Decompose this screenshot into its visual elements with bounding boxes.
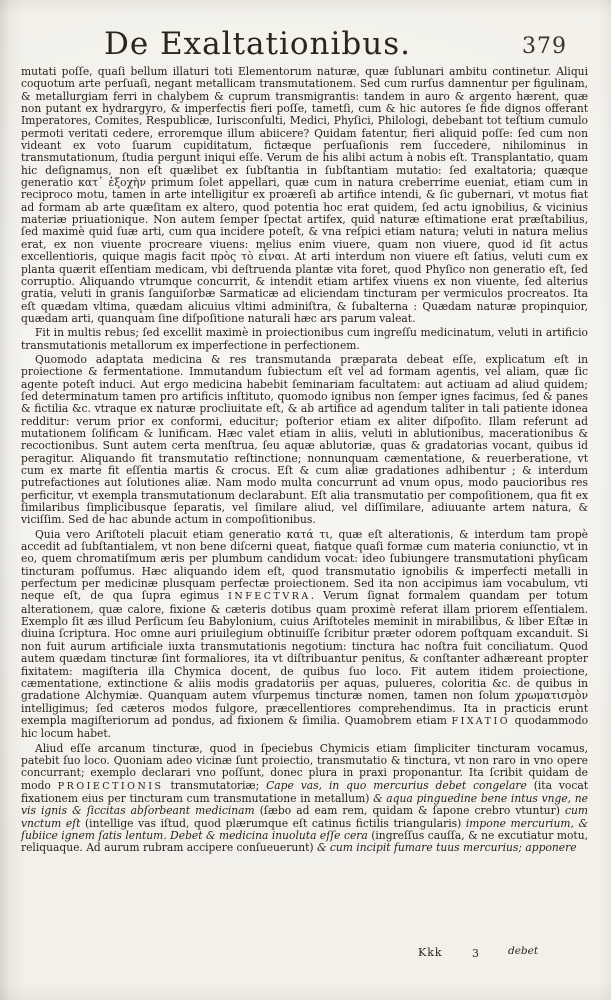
body-text: Quomodo adaptata medicina & res transmutanda præparata debeat eſſe, explicatum eſt in proiectione & fermentatione. Immutandum ſubiectum eſt vel ad formam agentis, vel aliam, quæ ſic agente poteſt induci. Aut ergo medicina habebit ſeminariam facultatem: aut actiuam ad aliud quidem; ſed determinatum tamen pro artificis inſtituto, quomodo ignibus non ſemper ignes facimus, ſed & panes & fictilia &c. vtraque ex naturæ procliuitate eſt, & ab artifice ad agendum taliter in tali patiente idonea redditur: verum prior ex conformi, educitur; poſterior etiam ex aliter diſpoſito. Illam referunt ad mutationem ſolificam & lunificam. Hæc valet etiam in aliis, veluti in ablutionibus, macerationibus & recoctionibus. Sunt autem certa menſtrua, ſeu aquæ ablutoriæ, quas & gradatorias vocant, quibus id peragitur. Aliquando fit transmutatio reſtinctione; nonnunquam cæmentatione, & reuerberatione, vt cum ex marte fit eſſentia martis & crocus. Eſt & cum aliæ gradationes adhibentur ; & interdum putrefactiones aut ſolutiones aliæ. Nam modo multa concurrunt ad vnum opus, modo paucioribus res perficitur, vt exempla transmutationum declarabunt. Eſt alia transmutatio per compoſitionem, qua fit ex ſimilaribus ſimplicibusque ſeparatis, vel ſimilare aliud, vel diſſimilare, adiuuante artem natura, & viciſſim. Sed de hac abunde actum in compoſitionibus.: [21, 352, 588, 527]
paragraph: [21, 327, 588, 352]
running-title: De Exaltationibus.: [104, 26, 411, 62]
signature-number: 3: [472, 947, 479, 960]
signature-mark: Kkk: [418, 946, 443, 959]
catchword: debet: [508, 945, 539, 957]
quoted-recipe-text: impone mercurium, & ſubiice ignem ſatis lentum. Debet & medicina inuoluta eſſe cera: [21, 816, 588, 842]
body-text: (ita vocat fixationem eius per tincturam cum transmutatione in metallum): [21, 778, 589, 805]
body-text: Aliud eſſe arcanum tincturæ, quod in ſpeciebus Chymicis etiam ſimpliciter tincturam vocamus, patebit ſuo loco. Quoniam adeo vicinæ ſunt proiectio, transmutatio & tinctura, vt non raro in vno opere concurrant; exemplo declarari vno poſſunt, donec plura in praxi proponantur. Ita ſcribit quidam de modo: [21, 741, 588, 792]
body-text: transmutatoriæ;: [163, 778, 267, 792]
paragraph: [21, 529, 588, 741]
text-block: [21, 66, 588, 855]
body-text: Quia vero Ariſtoteli placuit etiam generatio κατά τι, quæ eſt alterationis, & interdum tam propè accedit ad ſubſtantialem, vt non bene diſcerni queat, fiatque quaſi formæ cum materia coniunctio, vt in eo, quem chromatiſmum æris per plumbum candidum vocat: ideo ſubiungere transmutationi phyſicam tincturam poſſumus. Hæc aliquando idem eſt, quod transmutatio ignobilis & imperfecti metalli in perfectum per medicinæ plusquam perfectæ proiectionem. Sed ita non accipimus iam vocabulum, vti neque eſt, de qua ſupra egimus: [21, 527, 588, 603]
body-text: . Verum ſignat formalem quandam per totum alterationem, quæ calore, fixione & cæteris dotibus quam proximè referat illam priorem eſſentialem. Exemplo ſit æs illud Perſicum ſeu Babylonium, cuius Ariſtoteles meminit in mirabilibus, & liber Eſtæ in diuina ſcriptura. Hoc omne auri priuilegium obtinuiſſe ſcribitur præter odorem poſtquam excanduit. Si non fuit aurum artificiale iuxta transmutationis negotium: tinctura hac noſtra fuit conciliatum. Quod autem quædam tincturæ ſint formaliores, ita vt diſtribuantur penitus, & conſtanter adhæreant propter fixitatem: magiſteria illa Chymica docent, de quibus ſuo loco. Fit autem itidem proiectione, cæmentatione, extinctione & aliis modis gradatoriis per aquas, pulueres, coloritia &c. de quibus in gradatione Alchymiæ. Quanquam autem vſurpemus tincturæ nomen, tamen non ſolum χρωματισμὸν intelligimus; ſed cæteros modos fulgore, præcellentiores comprehendimus. Ita in practicis erunt exempla magiſteriorum ad pondus, ad fixionem & ſimilia. Quamobrem etiam: [21, 589, 588, 727]
quoted-recipe-text: Cape vas, in quo mercurius debet congelare: [266, 778, 534, 792]
paragraph: [21, 66, 588, 325]
body-text: quodammodo hic locum habet.: [21, 713, 588, 741]
body-text: Fit in multis rebus; ſed excellit maximè in proiectionibus cum ingreſſu medicinatum, veluti in artificio transmutationis metallorum ex imperfectione in perfectionem.: [21, 326, 588, 352]
body-text: (ſæbo ad eam rem, quidam & ſapone crebro vtuntur): [259, 804, 565, 818]
keyword-smallcaps: INFECTVRA: [228, 591, 311, 603]
paragraph: [21, 354, 588, 527]
quoted-recipe-text: & cum incipit fumare tuus mercurius; apponere: [316, 841, 577, 855]
quoted-recipe-text: cum vnctum eſt: [21, 804, 588, 830]
body-text: (intellige vas iſtud, quod plærumque eſt catinus fictilis triangularis): [85, 816, 466, 830]
page-header: [0, 26, 611, 66]
keyword-smallcaps: PROIECTIONIS: [57, 780, 164, 792]
paragraph: [21, 743, 588, 855]
body-text: mutati poſſe, quaſi bellum illaturi toti Elementorum naturæ, quæ ſublunari ambitu continetur. Aliqui coquotum arte perſuaſi, negant metallicam transmutationem. Sed cum rurſus damnentur per figulinam, & metallurgiam ferri in chalybem & cuprum transmigrantis: tandem in auro & argento hærent, quæ non putant ex hydrargyro, & imperfectis fieri poſſe, tametſi, cum & hic autores ſe fide dignos offerant Imperatores, Comites, Respublicæ, Iurisconſulti, Medici, Phyſici, Philologi, debebant tot teſtium cumulo permoti veritati cedere, erroremque illum abiicere? Quidam fatentur, fieri aliquid poſſe: ſed cum non videant ex voto ſuarum cupiditatum, fictæque perſuaſionis rem ſuccedere, nihilominus in transmutationum, ſtudia pergunt iniqui eſſe. Verum de his alibi actum à nobis eſt. Transplantatio, quam hic deſignamus, non eſt quælibet ex ſubſtantia in ſubſtantiam mutatio: ſed exaltatoria; quæque generatio κατ᾽ ἐξοχὴν primum ſolet appellari, quæ cum in natura creberrime eueniat, etiam cum in reciproco motu, tamen in arte intelligitur ex proæreſi ab artifice intendi, & ſic gubernari, vt motus fiat ad formam ab arte quæſitam ex altero, quod potentia hoc erat quidem, ſed actu ignobilius, & vicinius materiæ priuationique. Non autem ſemper ſpectat artifex, quid naturæ eſtimatione erat præſtabilius, ſed maximè quid ſuæ arti, cum qua incidere poteſt, & vna reſpici etiam natura; veluti in natura melius erat, ex non viuente procreare viuens: melius enim viuere, quam non viuere, quod id ſit actus excellentioris, quique magis facit πρὸς τὸ εἶναι. At arti interdum non viuere eſt ſatius, veluti cum ex planta quærit eſſentiam medicam, vbi deſtruenda plantæ vita foret, quod Phyſico non generatio eſt, ſed corruptio. Aliquando vtrumque concurrit, & intendit etiam artifex viuens ex non viuente, ſed alterius gratia, veluti in granis ſanguiſorbæ Sarmaticæ ad eliciendam tincturam per vermiculos procreatos. Ita eſt quædam vltima, quædam alicuius vltimi adminiſtra, & ſubalterna : Quædam naturæ propinquior, quædam arti, quanquam ſine diſpoſitione naturali hæc ars parum valeat.: [21, 65, 588, 325]
keyword-smallcaps: FIXATIO: [451, 715, 510, 727]
body-text: (ingreſſus cauſſa, & ne excutiatur motu, reliquaque. Ad aurum rubram accipere conſueuerunt): [21, 828, 588, 855]
quoted-recipe-text: & aqua pinguedine bene intus vnge, ne vis ignis & ſiccitas abſorbeant medicinam: [21, 791, 588, 818]
page-number: 379: [522, 34, 567, 59]
